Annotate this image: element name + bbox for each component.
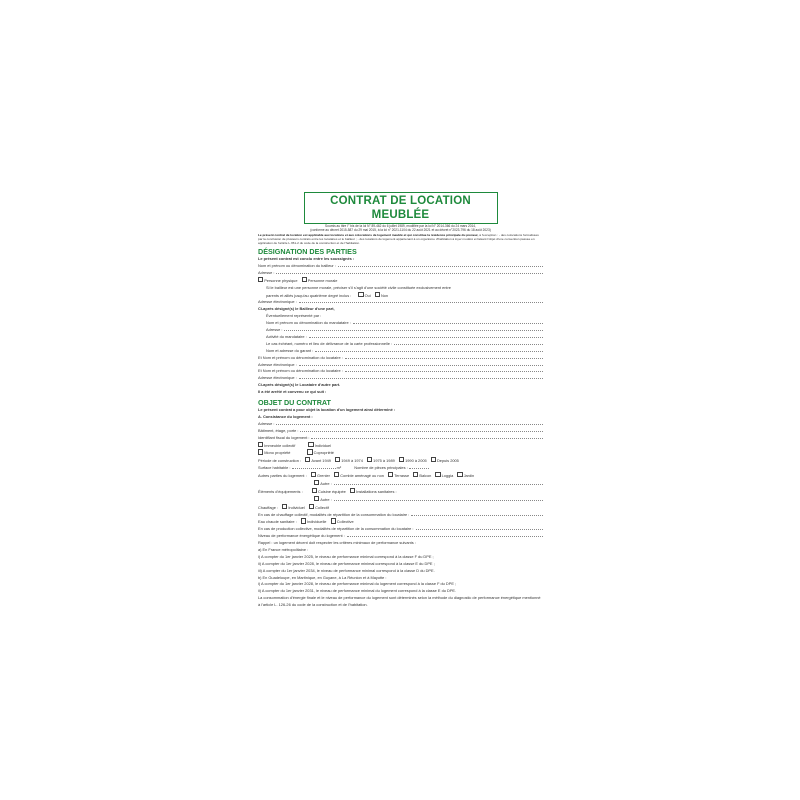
surface-row: Surface habitable : m² Nombre de pièces principales : (258, 465, 543, 472)
oui-checkbox[interactable] (358, 292, 363, 297)
section-objet: OBJET DU CONTRAT (258, 398, 331, 408)
rappel-text: Rappel : un logement décent doit respecter les critères minimaux de performance suivants : (258, 540, 416, 546)
balcon-checkbox[interactable] (413, 472, 418, 477)
bailleur-name-field[interactable]: Nom et prénom ou dénomination du bailleur : (258, 263, 543, 270)
si-bailleur-line-2: parents et alliés jusqu'au quatrième degré inclus : Oui Non (266, 292, 389, 298)
contract-page (258, 192, 543, 609)
production-collective-field[interactable]: En cas de production collective, modalités de répartition de la consommation du locataire : (258, 526, 543, 533)
arrete-convenu: Il a été arrêté et convenu ce qui suit : (258, 389, 327, 395)
copropriete-checkbox[interactable] (307, 449, 312, 454)
surface-input[interactable] (292, 467, 336, 469)
terrasse-checkbox[interactable] (388, 472, 393, 477)
garant-field[interactable]: Nom et adresse du garant : (258, 348, 543, 355)
subtitle-line-1: Soumis au titre I° bis de la loi N° 89-462 du 6 juillet 1989, modifiée par la loi N° 2014-366 du 24 mars 2014, (325, 224, 476, 228)
contract-title: CONTRAT DE LOCATION MEUBLÉE (304, 192, 498, 224)
critere-5: i) A compter du 1er janvier 2028, le niveau de performance minimal du logement correspond à la classe F du DPE ; (258, 581, 457, 587)
individuel-checkbox[interactable] (308, 442, 313, 447)
performance-field[interactable]: Niveau de performance énergétique du logement : (258, 533, 543, 540)
immeuble-collectif-checkbox[interactable] (258, 442, 263, 447)
critere-4: b) En Guadeloupe, en Martinique, en Guyane, à La Réunion et à Mayotte : (258, 574, 387, 580)
chauffage-individuel-checkbox[interactable] (282, 504, 287, 509)
periode-row: Période de construction : Avant 1949 1949 à 1974 1975 à 1989 1990 à 2005 Depuis 2005 (258, 458, 459, 464)
batiment-field[interactable]: Bâtiment, étage, porte : (258, 428, 543, 435)
conclusion-paragraph: La consommation d'énergie finale et le niveau de performance du logement sont déterminés selon la méthode du diagnostic de performance énergétique mentionné à l'article L. 126-26 du code de la construction et de l'habitation. (258, 595, 541, 608)
chauffage-row: Chauffage : Individuel Collectif (258, 504, 329, 510)
mandataire-address-field[interactable]: Adresse : (258, 327, 543, 334)
immeuble-row: Immeuble collectif Individuel (258, 442, 543, 450)
chauffage-collectif-checkbox[interactable] (309, 504, 314, 509)
parties-intro: Le présent contrat est conclu entre les soussignés : (258, 256, 355, 262)
critere-2: ii) A compter du 1er janvier 2028, le niveau de performance minimal correspond à la classe E du DPE ; (258, 560, 435, 566)
grenier-checkbox[interactable] (311, 472, 316, 477)
loggia-checkbox[interactable] (435, 472, 440, 477)
intro-paragraph (258, 233, 543, 245)
propriete-row: Mono propriété Copropriété (258, 449, 543, 457)
objet-intro: Le présent contrat a pour objet la location d'un logement ainsi déterminé : (258, 407, 396, 413)
chauffage-modalites-field[interactable]: En cas de chauffage collectif, modalités de répartition de la consommation du locataire : (258, 512, 543, 519)
pieces-input[interactable] (409, 467, 429, 469)
periode-checkbox-2[interactable] (367, 457, 372, 462)
intro-rest: à l'exception : - des colocations formalisées par la conclusion de plusieurs contrats entre les locataires et le bailleur ; - des locations de logement appartenant à un organisme d'habitation à loyer modéré et faisant l'objet d'une convention passée en application de l'article L.351-2 du code de la construction et de l'habitation. (258, 233, 539, 246)
periode-checkbox-1[interactable] (335, 457, 340, 462)
section-parties: DÉSIGNATION DES PARTIES (258, 247, 357, 257)
autres-parties-row: Autres parties du logement : Grenier Comble aménagé ou non Terrasse Balcon Loggia Jardin (258, 472, 475, 478)
mandataire-activity-field[interactable]: Activité du mandataire : (258, 334, 543, 341)
equipements-row: Éléments d'équipements : Cuisine équipée Installations sanitaires : (258, 488, 397, 494)
consistance-heading: A. Consistance du logement : (258, 414, 313, 419)
locataire-name-field-1[interactable]: Et Nom et prénom ou dénomination du locataire : (258, 355, 543, 362)
locataire-name-field-2[interactable]: Et Nom et prénom ou dénomination du locataire : (258, 368, 543, 375)
eau-individuelle-checkbox[interactable] (301, 518, 306, 523)
autre-equipements-field[interactable]: Autre : (258, 496, 543, 504)
ci-apres-locataire: Ci-après désigné(s) le Locataire d'autre part. (258, 382, 341, 388)
bailleur-address-field[interactable]: Adresse : (258, 270, 543, 277)
eau-chaude-row: Eau chaude sanitaire : Individuelle Collective (258, 519, 354, 525)
ci-apres-bailleur: Ci-après désigné(s) le Bailleur d'une part, (258, 306, 335, 312)
critere-3: iii) A compter du 1er janvier 2034, le niveau de performance minimal correspond à la classe D du DPE. (258, 567, 435, 573)
si-bailleur-line-1: Si le bailleur est une personne morale, préciser s'il s'agit d'une société civile constituée exclusivement entre (266, 284, 451, 290)
bailleur-type-row: Personne physique Personne morale (258, 277, 543, 285)
eau-collective-checkbox[interactable] (331, 518, 336, 523)
non-checkbox[interactable] (375, 292, 380, 297)
personne-morale-checkbox[interactable] (302, 277, 307, 282)
identifiant-fiscal-field[interactable]: Identifiant fiscal du logement : (258, 435, 543, 442)
personne-physique-checkbox[interactable] (258, 277, 263, 282)
jardin-checkbox[interactable] (457, 472, 462, 477)
comble-checkbox[interactable] (334, 472, 339, 477)
critere-1: i) A compter du 1er janvier 2025, le niveau de performance minimal correspond à la classe F du DPE ; (258, 553, 434, 559)
periode-checkbox-4[interactable] (431, 457, 436, 462)
periode-checkbox-3[interactable] (399, 457, 404, 462)
eventuellement-represente: Éventuellement représenté par : (266, 313, 322, 319)
cuisine-checkbox[interactable] (312, 488, 317, 493)
sanitaires-checkbox[interactable] (350, 488, 355, 493)
mandataire-name-field[interactable]: Nom et prénom ou dénomination du mandataire : (258, 320, 543, 327)
locataire-email-field-2[interactable]: Adresse électronique : (258, 375, 543, 382)
bailleur-email-field[interactable]: Adresse électronique : (258, 299, 543, 306)
intro-bold: Le présent contrat de location est applicable aux locations et aux colocations de logement meublé et qui constitue la résidence principale du preneur, (258, 233, 479, 238)
periode-checkbox-0[interactable] (305, 457, 310, 462)
critere-0: a) En France métropolitaine : (258, 546, 309, 552)
mono-propriete-checkbox[interactable] (258, 449, 263, 454)
carte-pro-field[interactable]: Le cas échéant, numéro et lieu de délivrance de la carte professionnelle : (258, 341, 543, 348)
subtitle-line-2: (conforme au décret 2015-587 du 29 mai 2015, à la loi n° 2021-1104 du 22 août 2021 et au décret n°2023-796 du 18 août 2023) (310, 228, 491, 233)
autre-parties-field[interactable]: Autre : (258, 480, 543, 488)
logement-address-field[interactable]: Adresse : (258, 421, 543, 428)
locataire-email-field-1[interactable]: Adresse électronique : (258, 362, 543, 369)
critere-6: ii) A compter du 1er janvier 2031, le niveau de performance minimal du logement correspond à la classe E du DPE. (258, 588, 457, 594)
